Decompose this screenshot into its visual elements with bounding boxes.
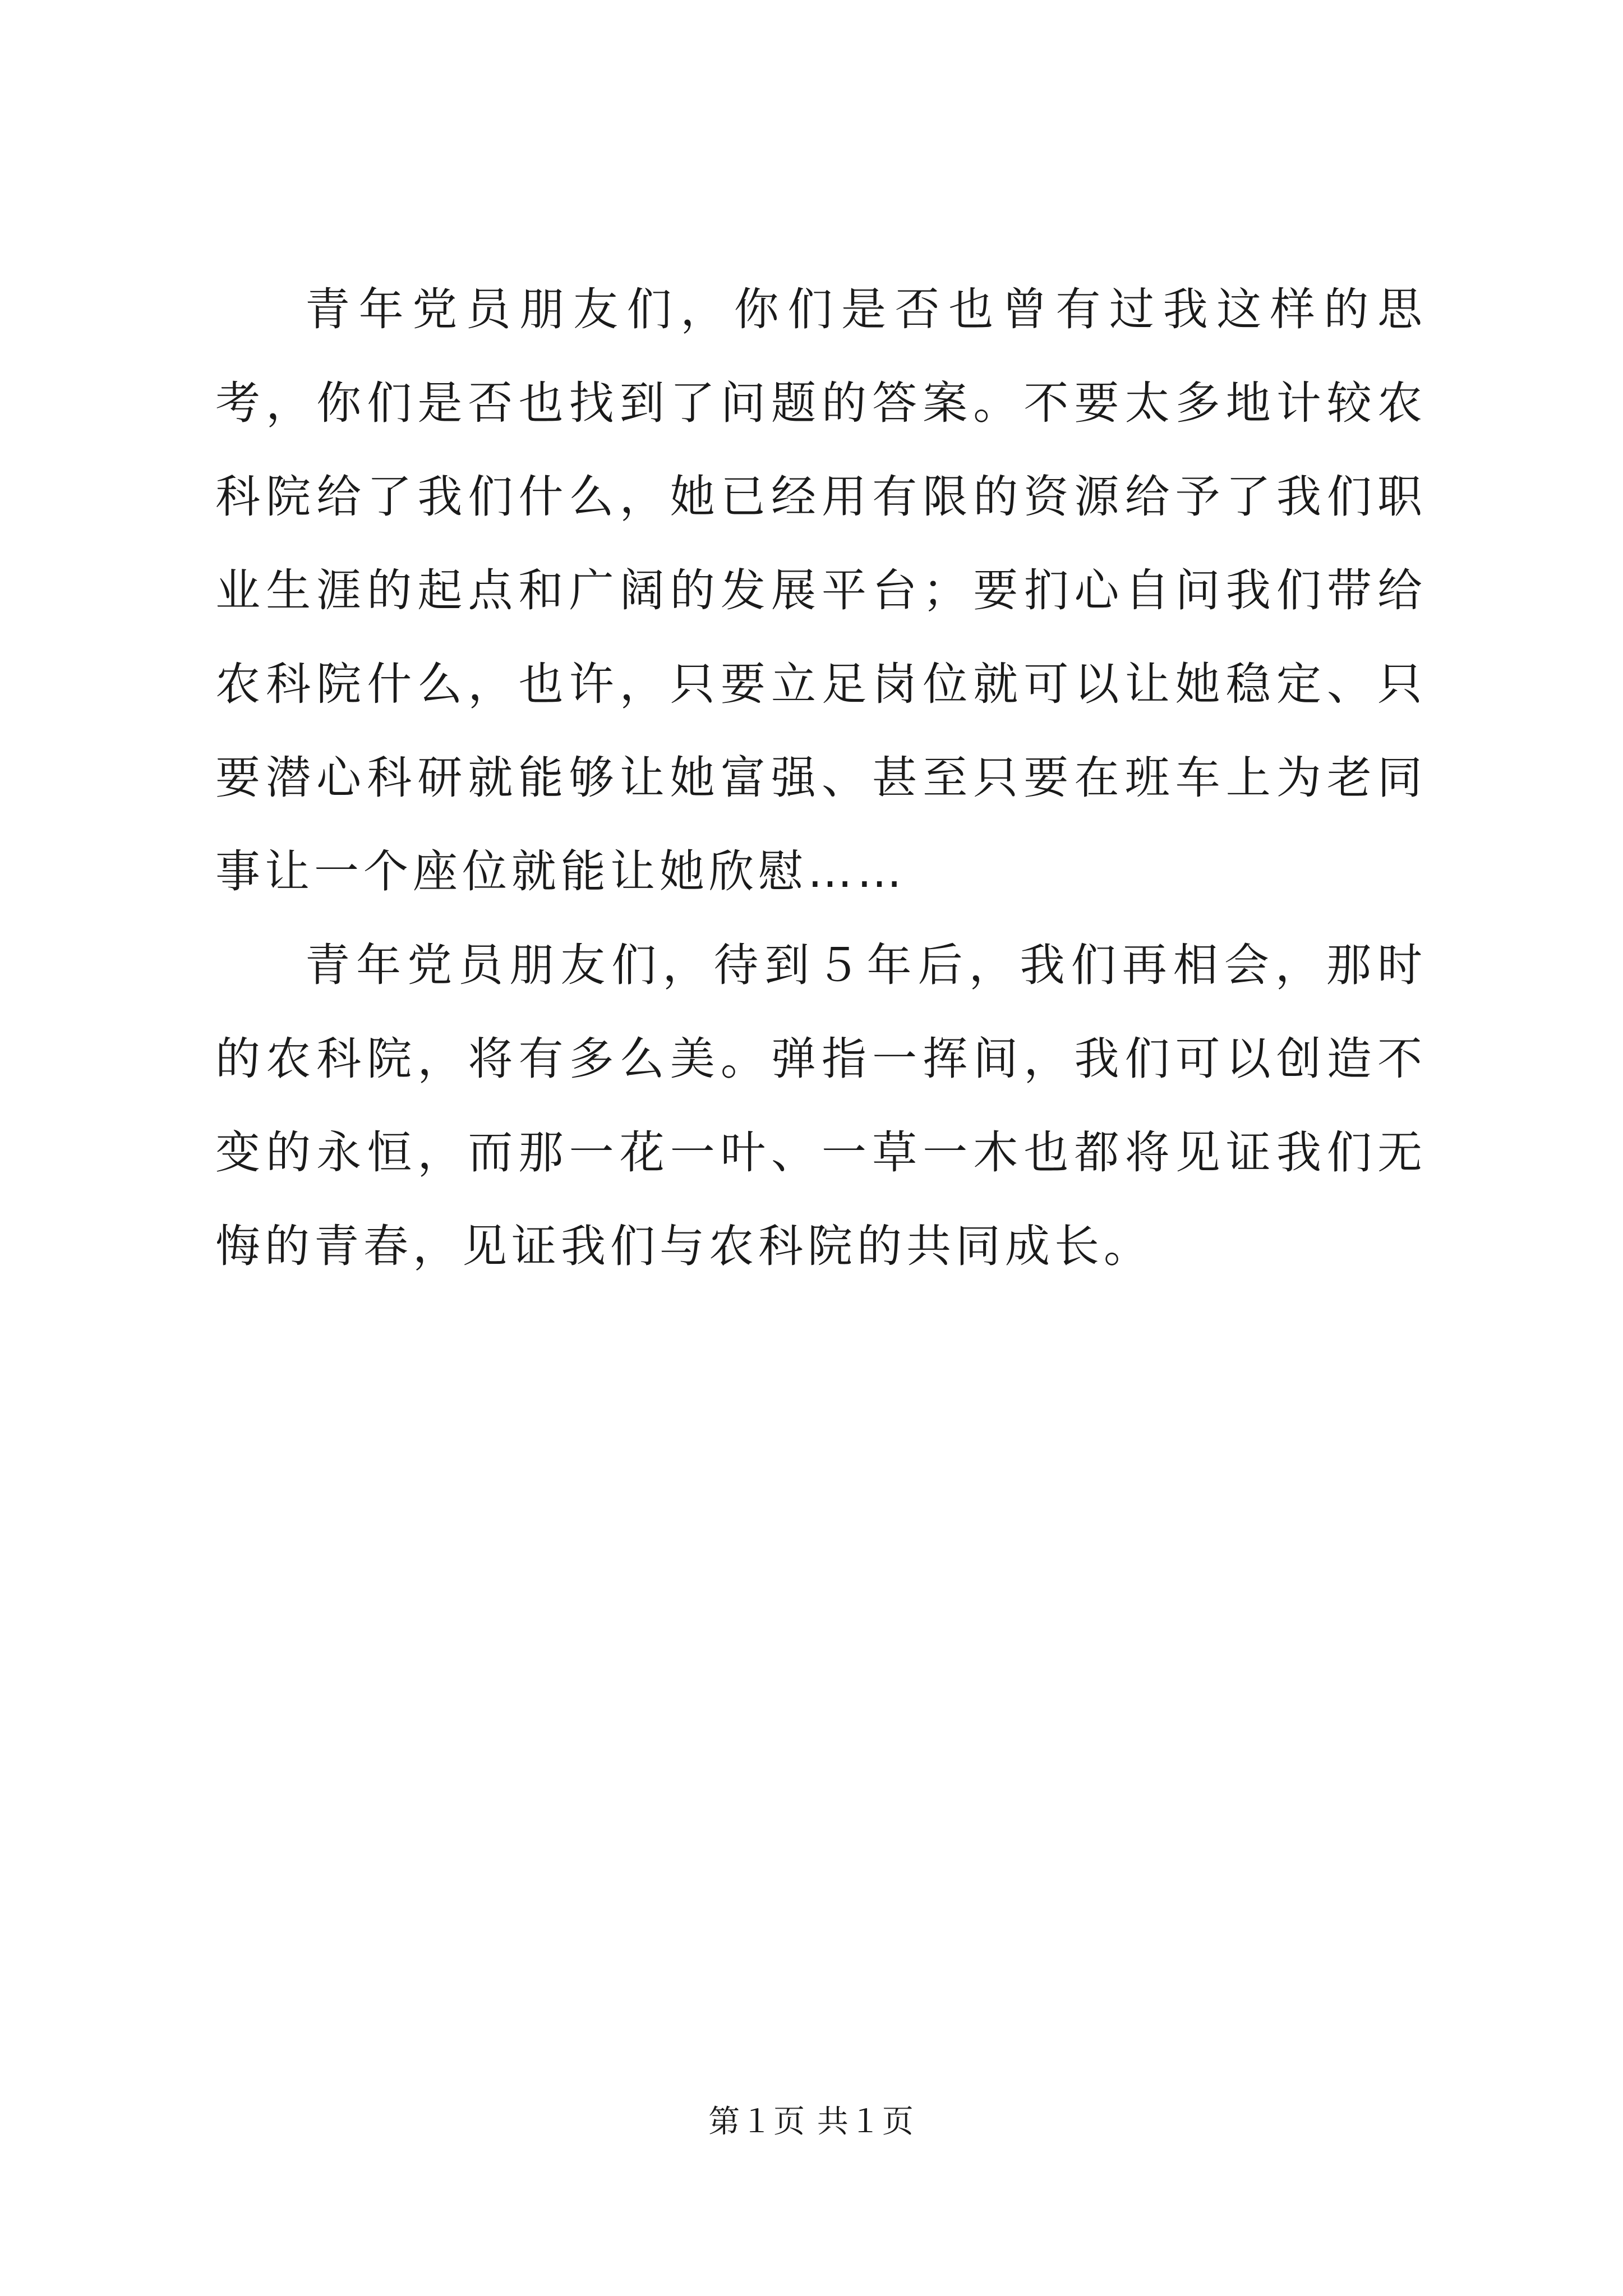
paragraph-2: 青年党员朋友们，待到５年后，我们再相会，那时的农科院，将有多么美。弹指一挥间，我们可以创造不变的永恒，而那一花一叶、一草一木也都将见证我们无悔的青春，见证我们与农科院的共同成长。 [215,939,1427,1272]
page-footer: 第１页 共１页 [708,2104,915,2140]
paragraph-1: 青年党员朋友们，你们是否也曾有过我这样的思考，你们是否也找到了问题的答案。不要太多地计较农科院给了我们什么，她已经用有限的资源给予了我们职业生涯的起点和广阔的发展平台；要扪心自问我们带给农科院什么，也许，只要立足岗位就可以让她稳定、只要潜心科研就能够让她富强、甚至只要在班车上为老同事让一个座位就能让她欣慰…… [215,283,1427,898]
document-body [215,263,1427,1293]
